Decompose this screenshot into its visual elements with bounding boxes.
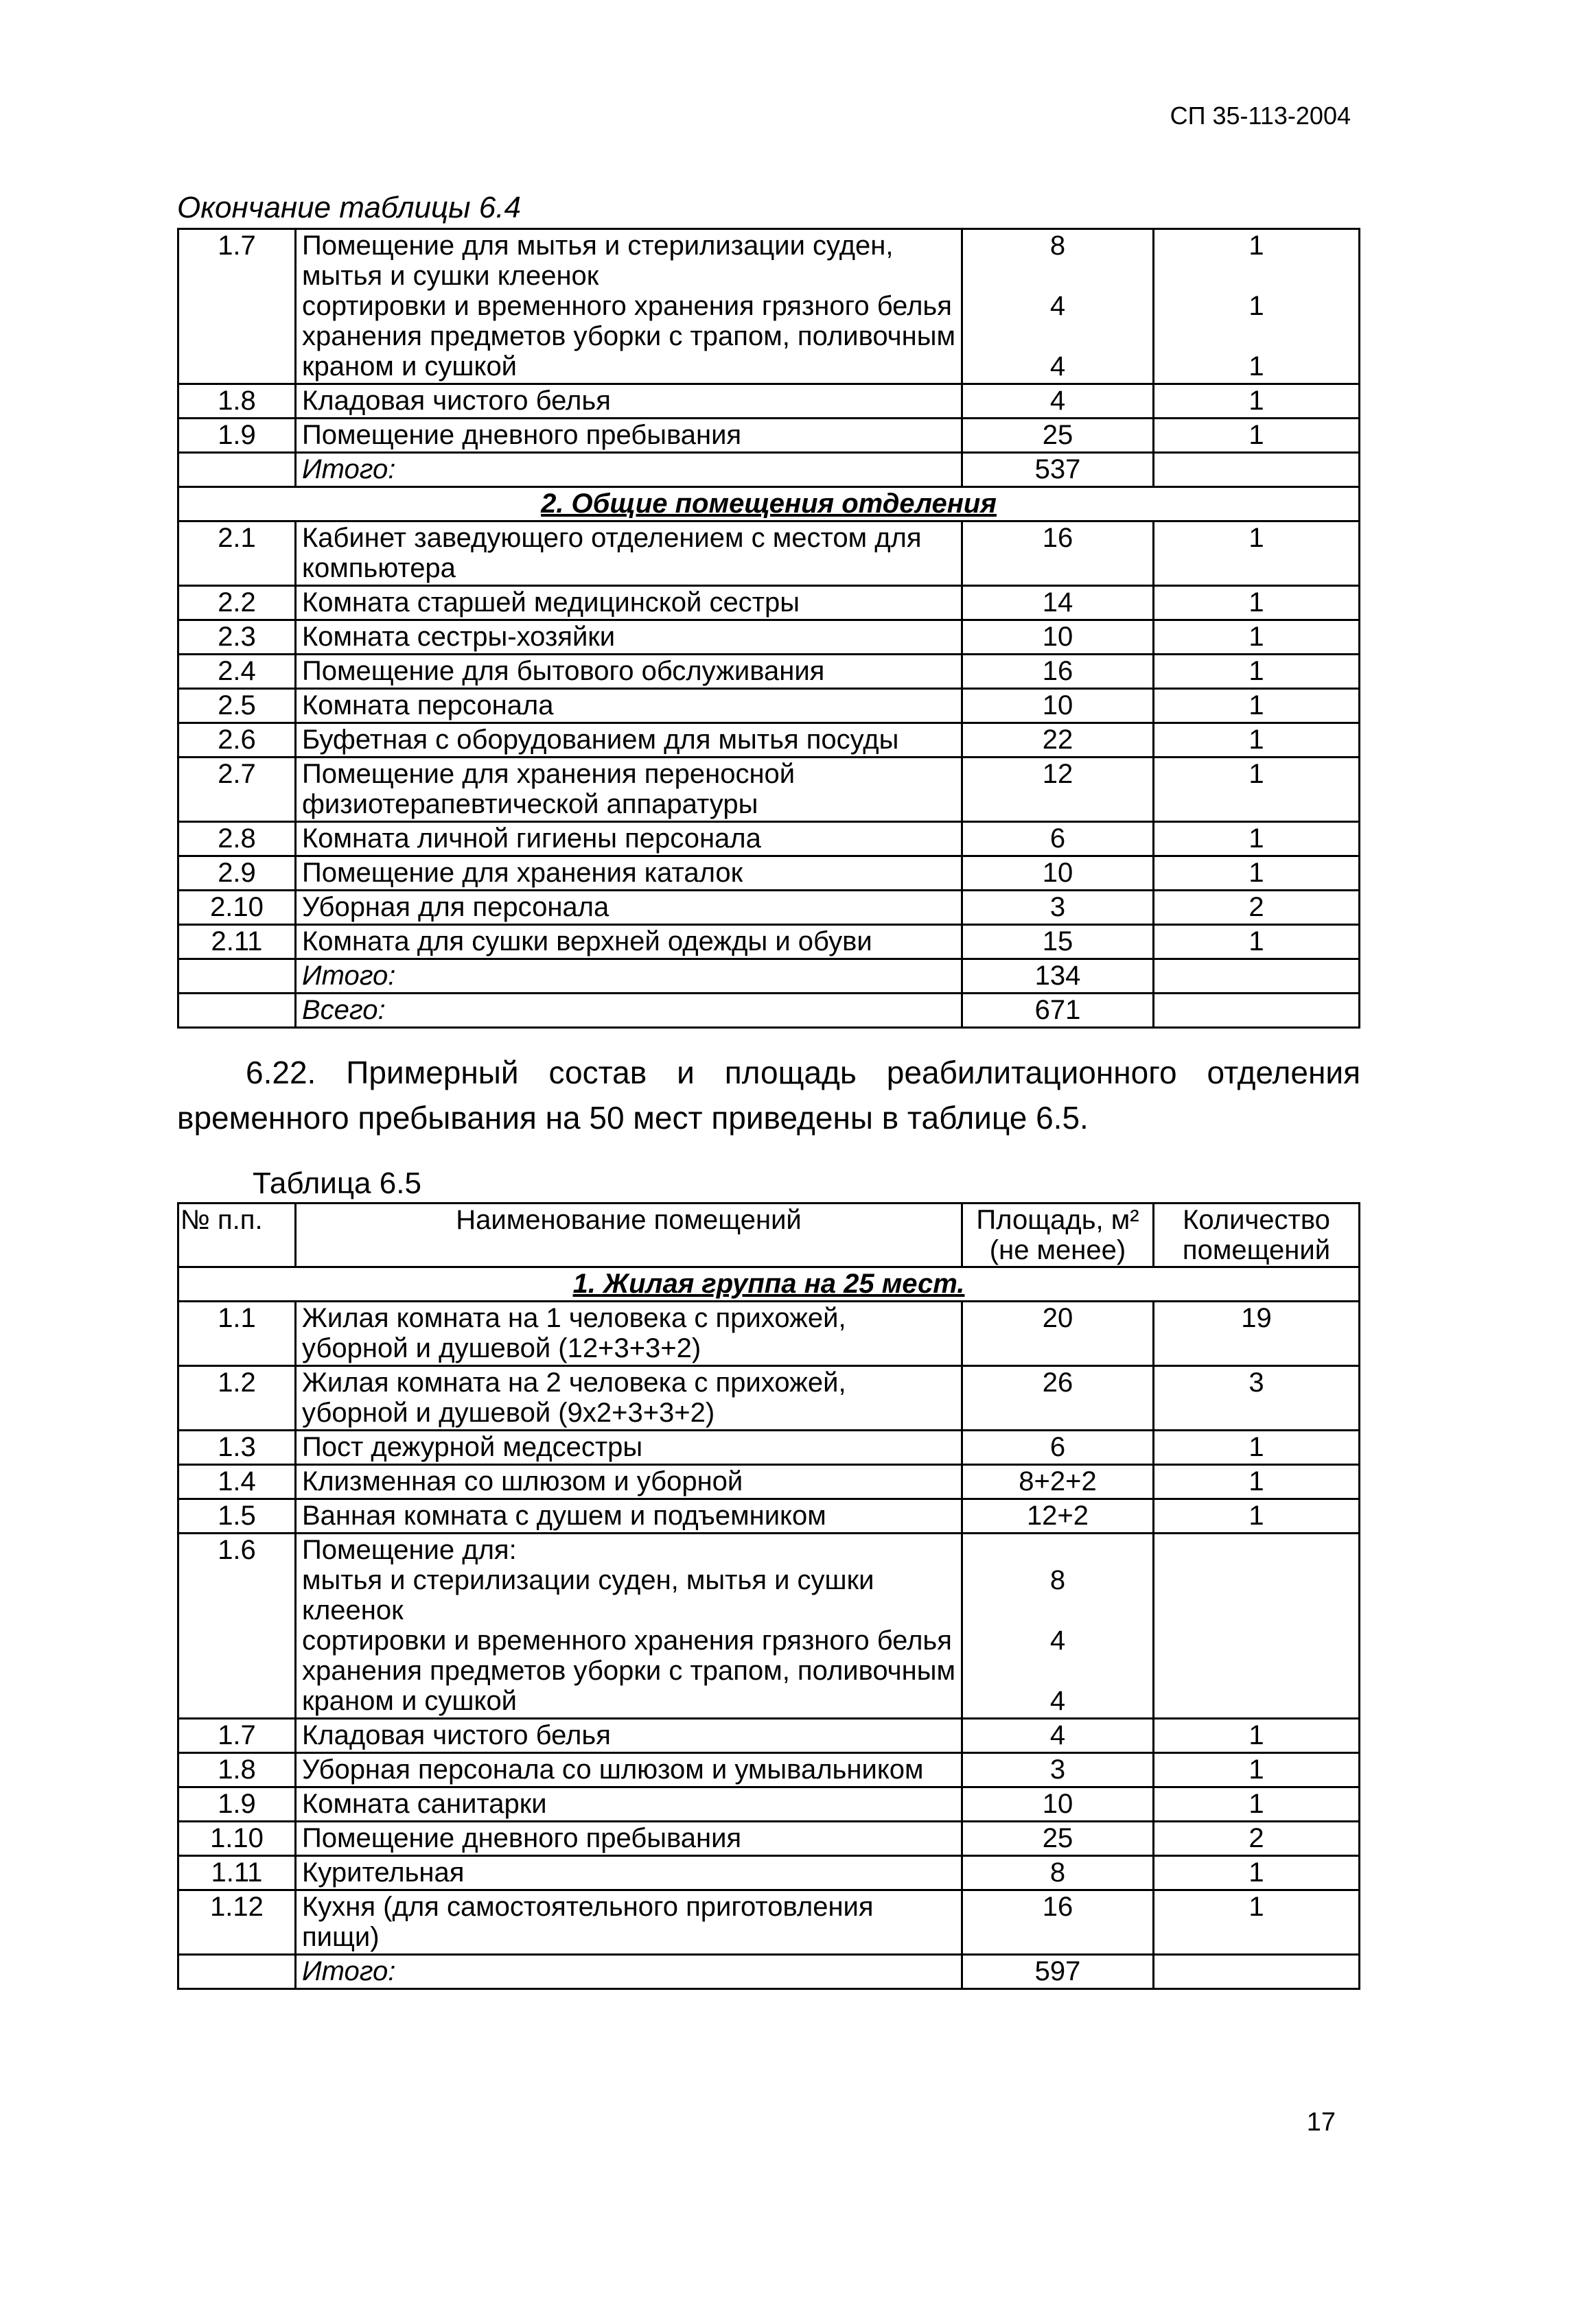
room-name: Буфетная с оборудованием для мытья посуды	[296, 723, 962, 758]
room-area: 10	[962, 620, 1154, 655]
room-quantity: 1	[1154, 521, 1360, 586]
room-quantity: 1	[1154, 384, 1360, 419]
header-area: Площадь, м² (не менее)	[962, 1204, 1154, 1267]
room-area: 25	[962, 419, 1154, 453]
header-name: Наименование помещений	[296, 1204, 962, 1267]
room-name: Комната для сушки верхней одежды и обуви	[296, 925, 962, 959]
table-row	[178, 620, 1360, 655]
row-number: 2.1	[178, 521, 296, 586]
table-row	[178, 891, 1360, 925]
section-title: 2. Общие помещения отделения	[178, 487, 1360, 521]
row-number: 2.11	[178, 925, 296, 959]
room-area: 8 4 4	[962, 1534, 1154, 1719]
room-quantity: 1	[1154, 689, 1360, 723]
row-number: 2.7	[178, 758, 296, 822]
room-area: 8 4 4	[962, 229, 1154, 384]
room-name: Ванная комната с душем и подъемником	[296, 1499, 962, 1534]
room-quantity: 2	[1154, 1822, 1360, 1856]
room-quantity: 1	[1154, 1856, 1360, 1890]
table-row	[178, 655, 1360, 689]
table-row	[178, 229, 1360, 384]
page-number: 17	[1306, 2108, 1336, 2137]
room-name: Комната старшей медицинской сестры	[296, 586, 962, 620]
table-row	[178, 1431, 1360, 1465]
table-row	[178, 723, 1360, 758]
room-quantity: 1	[1154, 1787, 1360, 1822]
room-quantity: 1	[1154, 419, 1360, 453]
subtotal-row	[178, 1955, 1360, 1989]
table-row	[178, 384, 1360, 419]
table-row	[178, 925, 1360, 959]
room-name: Жилая комната на 2 человека с прихожей, уборной и душевой (9х2+3+3+2)	[296, 1366, 962, 1431]
row-number: 1.1	[178, 1302, 296, 1366]
row-number: 2.9	[178, 856, 296, 891]
table-row	[178, 1856, 1360, 1890]
room-area: 6	[962, 1431, 1154, 1465]
room-area: 16	[962, 655, 1154, 689]
header-row	[178, 1204, 1360, 1267]
row-number: 1.10	[178, 1822, 296, 1856]
room-name: Пост дежурной медсестры	[296, 1431, 962, 1465]
row-number: 2.3	[178, 620, 296, 655]
room-quantity: 1	[1154, 758, 1360, 822]
table-row	[178, 1366, 1360, 1431]
room-area: 10	[962, 689, 1154, 723]
row-number: 1.7	[178, 229, 296, 384]
total-label: Всего:	[296, 994, 962, 1028]
table-row	[178, 758, 1360, 822]
table-row	[178, 1499, 1360, 1534]
room-area: 8+2+2	[962, 1465, 1154, 1499]
room-name: Комната личной гигиены персонала	[296, 822, 962, 856]
subtotal-area: 134	[962, 959, 1154, 994]
room-quantity: 1	[1154, 925, 1360, 959]
room-area: 26	[962, 1366, 1154, 1431]
subtotal-area: 537	[962, 453, 1154, 487]
total-area: 671	[962, 994, 1154, 1028]
room-name: Курительная	[296, 1856, 962, 1890]
row-number: 1.9	[178, 1787, 296, 1822]
room-quantity: 1	[1154, 620, 1360, 655]
room-name: Помещение для хранения каталок	[296, 856, 962, 891]
room-area: 10	[962, 1787, 1154, 1822]
room-area: 4	[962, 384, 1154, 419]
room-name: Уборная для персонала	[296, 891, 962, 925]
row-number	[178, 994, 296, 1028]
room-quantity: 1	[1154, 1431, 1360, 1465]
room-area: 10	[962, 856, 1154, 891]
room-name: Помещение дневного пребывания	[296, 419, 962, 453]
room-quantity: 1	[1154, 1465, 1360, 1499]
row-number: 1.7	[178, 1719, 296, 1753]
row-number: 2.8	[178, 822, 296, 856]
table-row	[178, 521, 1360, 586]
row-number: 2.5	[178, 689, 296, 723]
table-caption: Таблица 6.5	[253, 1166, 421, 1200]
paragraph-6-22: 6.22. Примерный состав и площадь реабилитационного отделения временного пребывания на 50 мест приведены в таблице 6.5.	[177, 1055, 1360, 1136]
room-area: 6	[962, 822, 1154, 856]
table-row	[178, 1822, 1360, 1856]
subtotal-label: Итого:	[296, 959, 962, 994]
room-area: 12	[962, 758, 1154, 822]
row-number: 1.6	[178, 1534, 296, 1719]
room-quantity: 1	[1154, 1890, 1360, 1955]
table-row	[178, 1890, 1360, 1955]
row-number: 1.11	[178, 1856, 296, 1890]
section-row	[178, 1267, 1360, 1302]
table-row	[178, 1753, 1360, 1787]
room-name: Кладовая чистого белья	[296, 384, 962, 419]
room-quantity: 3	[1154, 1366, 1360, 1431]
room-name: Клизменная со шлюзом и уборной	[296, 1465, 962, 1499]
room-quantity: 1	[1154, 1719, 1360, 1753]
section-title: 1. Жилая группа на 25 мест.	[178, 1267, 1360, 1302]
room-quantity: 1	[1154, 655, 1360, 689]
room-quantity	[1154, 994, 1360, 1028]
table-row	[178, 1787, 1360, 1822]
table-continuation-title: Окончание таблицы 6.4	[177, 191, 521, 224]
room-name: Комната сестры-хозяйки	[296, 620, 962, 655]
total-row	[178, 994, 1360, 1028]
room-area: 22	[962, 723, 1154, 758]
row-number: 1.3	[178, 1431, 296, 1465]
table-6-4-end	[177, 228, 1360, 1029]
subtotal-label: Итого:	[296, 1955, 962, 1989]
room-name: Помещение для мытья и стерилизации суден, мытья и сушки клеенок сортировки и временного хранения грязного белья хранения предметов уборки с трапом, поливочным краном и сушкой	[296, 229, 962, 384]
row-number: 1.4	[178, 1465, 296, 1499]
room-quantity: 1	[1154, 1499, 1360, 1534]
room-quantity	[1154, 959, 1360, 994]
subtotal-area: 597	[962, 1955, 1154, 1989]
room-area: 20	[962, 1302, 1154, 1366]
table-row	[178, 419, 1360, 453]
room-area: 16	[962, 1890, 1154, 1955]
room-quantity: 1	[1154, 822, 1360, 856]
room-area: 3	[962, 1753, 1154, 1787]
subtotal-row	[178, 453, 1360, 487]
room-quantity	[1154, 453, 1360, 487]
room-quantity: 1	[1154, 586, 1360, 620]
row-number	[178, 453, 296, 487]
room-area: 16	[962, 521, 1154, 586]
room-area: 12+2	[962, 1499, 1154, 1534]
room-name: Помещение для бытового обслуживания	[296, 655, 962, 689]
room-quantity: 1	[1154, 723, 1360, 758]
room-area: 14	[962, 586, 1154, 620]
row-number: 2.4	[178, 655, 296, 689]
section-row	[178, 487, 1360, 521]
row-number: 1.12	[178, 1890, 296, 1955]
table-row	[178, 856, 1360, 891]
subtotal-label: Итого:	[296, 453, 962, 487]
row-number: 1.8	[178, 384, 296, 419]
room-quantity: 19	[1154, 1302, 1360, 1366]
room-quantity: 2	[1154, 891, 1360, 925]
row-number: 2.2	[178, 586, 296, 620]
room-name: Помещение дневного пребывания	[296, 1822, 962, 1856]
room-name: Кухня (для самостоятельного приготовления пищи)	[296, 1890, 962, 1955]
table-row	[178, 1302, 1360, 1366]
table-row	[178, 586, 1360, 620]
row-number: 1.5	[178, 1499, 296, 1534]
room-name: Комната персонала	[296, 689, 962, 723]
table-row	[178, 689, 1360, 723]
room-area: 4	[962, 1719, 1154, 1753]
table-row	[178, 1534, 1360, 1719]
table-row	[178, 1465, 1360, 1499]
room-name: Кабинет заведующего отделением с местом для компьютера	[296, 521, 962, 586]
room-name: Уборная персонала со шлюзом и умывальником	[296, 1753, 962, 1787]
row-number: 1.8	[178, 1753, 296, 1787]
room-name: Жилая комната на 1 человека с прихожей, уборной и душевой (12+3+3+2)	[296, 1302, 962, 1366]
table-row	[178, 822, 1360, 856]
document-code: СП 35-113-2004	[1170, 102, 1351, 130]
room-area: 3	[962, 891, 1154, 925]
room-quantity: 1	[1154, 1753, 1360, 1787]
row-number: 1.9	[178, 419, 296, 453]
room-quantity: 1 1 1	[1154, 229, 1360, 384]
room-name: Комната санитарки	[296, 1787, 962, 1822]
room-name: Помещение для хранения переносной физиотерапевтической аппаратуры	[296, 758, 962, 822]
header-number: № п.п.	[178, 1204, 296, 1267]
row-number: 2.6	[178, 723, 296, 758]
room-area: 15	[962, 925, 1154, 959]
room-quantity	[1154, 1534, 1360, 1719]
row-number	[178, 959, 296, 994]
room-quantity: 1	[1154, 856, 1360, 891]
row-number: 2.10	[178, 891, 296, 925]
room-quantity	[1154, 1955, 1360, 1989]
subtotal-row	[178, 959, 1360, 994]
room-area: 25	[962, 1822, 1154, 1856]
table-row	[178, 1719, 1360, 1753]
row-number	[178, 1955, 296, 1989]
table-6-5	[177, 1202, 1360, 1990]
row-number: 1.2	[178, 1366, 296, 1431]
header-quantity: Количество помещений	[1154, 1204, 1360, 1267]
room-area: 8	[962, 1856, 1154, 1890]
room-name: Помещение для: мытья и стерилизации суден, мытья и сушки клеенок сортировки и временного хранения грязного белья хранения предметов уборки с трапом, поливочным краном и сушкой	[296, 1534, 962, 1719]
room-name: Кладовая чистого белья	[296, 1719, 962, 1753]
